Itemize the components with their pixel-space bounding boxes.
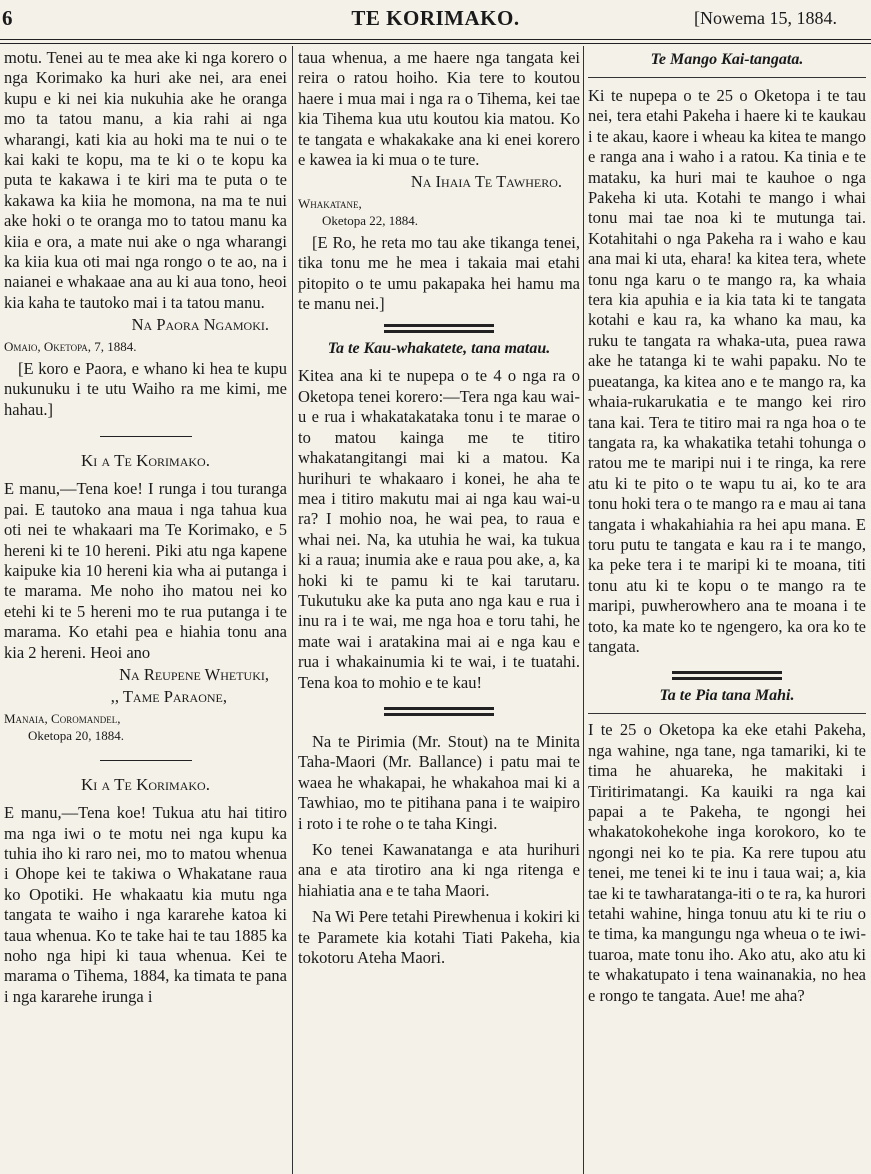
article-heading: Ta te Pia tana Mahi. xyxy=(659,687,795,705)
letter-signature: Na Paora Ngamoki. xyxy=(131,315,269,335)
article-heading: Te Mango Kai-tangata. xyxy=(650,51,804,68)
column-divider xyxy=(583,46,584,1174)
letter-date: Oketopa 20, 1884. xyxy=(28,727,125,743)
editor-note: [E Ro, he reta mo tau ake tikanga tenei, tika tonu me he mea i takaia mai etahi pitopito o te umu pakapaka hei hamu ma te manu nei.] xyxy=(298,232,580,314)
letter-place-date: Omaio, Oketopa, 7, 1884. xyxy=(4,338,137,354)
section-rule xyxy=(100,760,192,761)
article-heading: Ta te Kau-whakatete, tana matau. xyxy=(327,340,551,358)
article-paragraph: Na Wi Pere tetahi Pirewhenua i kokiri ki te Paramete kia kotahi Tiati Pakeha, kia tokotoru Ateha Maori. xyxy=(298,907,580,968)
column-1 xyxy=(4,48,287,1174)
heading-underline xyxy=(588,77,866,78)
letter-place: Manaia, Coromandel, xyxy=(4,710,121,726)
page-header xyxy=(0,0,871,40)
heading-underline xyxy=(588,713,866,714)
section-double-rule xyxy=(384,324,494,333)
letter-place: Whakatane, xyxy=(298,195,362,211)
section-double-rule xyxy=(672,671,782,680)
column-divider xyxy=(292,46,293,1174)
letter-signature: Na Ihaia Te Tawhero. xyxy=(410,172,562,192)
article-paragraph: Kitea ana ki te nupepa o te 4 o nga ra o Oketopa tenei korero:—Tera nga kau wai-u e rua i whakatakataka tonu i te marae o to matou kainga me te titiro whakatangitangi mai ki a matou. Ka hurihuri te whakaaro i konei, he aha te mea i titiro makutu mai ai nga kau wai-u ra? I mohio noa, he wai pea, to raua e whai nei. Na, ka utuhia he wai, ka tukua ki a raua; inumia ake e raua pou ake, a, ka hoki ki te pamu ki te kai tarutaru. Tukutuku ake ka puta ano nga kau e rua i inu ra i te wai, me nga hoa e toru tahi, he mate wai i aratakina mai ai e nga kau e rua i whakainumia ki te wai, i te tuatahi. Tena koa to mohio e te kau! xyxy=(298,366,580,692)
page-number: 6 xyxy=(2,6,13,30)
column-3 xyxy=(588,48,866,1174)
article-paragraph: I te 25 o Oketopa ka eke etahi Pakeha, nga wahine, nga tane, nga tamariki, ki te tima he ahuareka, he makitaki i Tiritirimatangi. Ka kauiki ra nga kai papai a te Pakeha, te ngongi hei whakatokohekohe inga korokoro, ko te ngongi nei ko te pia. Ka rere tupou atu tenei, me tenei ki te inu i taua wai; a, kia tae ki te tawharatanga-iti o te ra, ka hurori tetahi wahine, hinga tonuu atu ki te riu o te tima, ka mangungu nga wheua o te iwi-tuaroa, mate tonu iho. Ako atu, ako atu ki te whakatupato i tena wainanakia, no hea e rongo te tangata. Aue! me aha? xyxy=(588,720,866,1005)
section-double-rule xyxy=(384,707,494,716)
header-rule xyxy=(0,39,871,40)
article-paragraph: motu. Tenei au te mea ake ki nga korero o nga Korimako ka huri ake nei, ara enei kupu e ki nei kia nukuhia ake he oranga mo ta tatou manu, a kia rahi ai nga wharangi, kati kia au hoki ma te nui o te kai kaki te kopu, ma te ki o te kopu ka puta te kakawa i te kiri ma te puta o te kakawa ka kiia he momona, na ma te nui ake hoki o te oranga mo to tatou manu ka kiia e ora, a mate nui ake o nga wharangi ka kiia kua oti mai nga rongo o te ao, na i naianei e whakaae ana au ki aua tono, heoi kia kaha te tautoko mai i ta tatou manu. xyxy=(4,48,287,312)
issue-date: [Nowema 15, 1884. xyxy=(694,8,837,28)
section-rule xyxy=(100,436,192,437)
editor-note: [E koro e Paora, e whano ki hea te kupu nukunuku i te utu Waiho ra me kimi, me hahau.] xyxy=(4,358,287,419)
article-paragraph: taua whenua, a me haere nga tangata kei reira o ratou hoiho. Kia tere to koutou haere i mua mai i nga ra o Tihema, kei tae kia Tihema kua utu koutou kia matou. Ko te tangata e whakakake ana ki enei korero e kawea ia ki mua o te ture. xyxy=(298,48,580,170)
article-paragraph: E manu,—Tena koe! Tukua atu hai titiro ma nga iwi o te motu nei nga kupu ka tuhia iho ki raro nei, mo to matou whenua i Ohope kei te takiwa o Whakatane raua ko Opotiki. He whakaatu kia mutu nga tangata te waiho i nga kararehe katoa ki taua whenua. Ko te take hai te tau 1885 ka noho nga hipi ki taua whenua. Kei te marama o Tihema, 1884, ka timata te pana i nga kararehe irunga i xyxy=(4,803,287,1006)
article-paragraph: Na te Pirimia (Mr. Stout) na te Minita Taha-Maori (Mr. Ballance) i patu mai te waea he whakapai, he whakahoa mai ki a Tawhiao, mo te pitihana pana i te waipiro i roto i te rohe o te taha Kingi. xyxy=(298,731,580,833)
column-2 xyxy=(298,48,580,1174)
article-paragraph: Ki te nupepa o te 25 o Oketopa i te tau nei, tera etahi Pakeha i haere ki te kaukau i te akau, kaore i wheau ka kitea te mango e ranga ana i waho i a ratou. Ka tinia e te mataku, ka huri mai te kauhoe o nga Pakeha ki uta. Kotahi te mango i whai tonu mai tae noa ki te mutunga tai. Kotahitahi o nga Pakeha ra i waho e kau ana mai ki uta, ehara! ka kitea tera, whete tonu nga karu o te mango ra, ka whaia tera kia apuhia e ia kia tata ki te tangata kotahi e kau ra, ka whano ka mau, ka ruku te tangata ra whaka-uta, puea rawa ake he tatanga ki te wahi papaku. No te pueatanga, ka kitea ano e te mango ra, ka whaia-rukarukatia e te mango kei riro tana kai. Tera te titiro mai ra nga hoa o te tangata ra, ka whakatika tetahi tohunga o ratou me te maripi nui i te ringa, ka rere atu ki te pito o te wapu tu ai, ko te ara tonu hoki tera o te mango ra e mau ai tana tangata i whakahiahia ra hei apu mana. E toru putu te tangata e kau ra i te mango, ka peke tera i te maripi ki te moana, titi tonu atu ki te kopu o te mango ra te maripi, puwherowhero ana te moana i te toto, ka mate ko te ngengero, ka ora ko te tangata. xyxy=(588,86,866,656)
letter-signature: Na Reupene Whetuki, xyxy=(119,664,269,684)
letter-signature: ,, Tame Paraone, xyxy=(110,687,227,707)
article-paragraph: Ko tenei Kawanatanga e ata hurihuri ana e ata tirotiro ana ki nga ritenga e hiahiatia ana e te taha Maori. xyxy=(298,840,580,900)
header-rule-lower xyxy=(0,43,871,44)
letter-heading: Ki a Te Korimako. xyxy=(81,774,210,794)
letter-date: Oketopa 22, 1884. xyxy=(322,212,419,228)
article-paragraph: E manu,—Tena koe! I runga i tou turanga pai. E tautoko ana maua i nga tahua kua oti nei te whakaari ma Te Korimako, e 5 hereni ki te 10 hereni. Piki atu nga kapene kaipuke kia 10 hereni kia wha ai putanga i te marama. Me noho iho matou nei ko etehi ki te 5 hereni mo te rua putanga i te marama. Ko etahi pea e hiahia tonu ana kia 2 hereni. Heoi ano xyxy=(4,479,287,662)
letter-heading: Ki a Te Korimako. xyxy=(81,450,210,470)
publication-title: TE KORIMAKO. xyxy=(351,6,520,30)
